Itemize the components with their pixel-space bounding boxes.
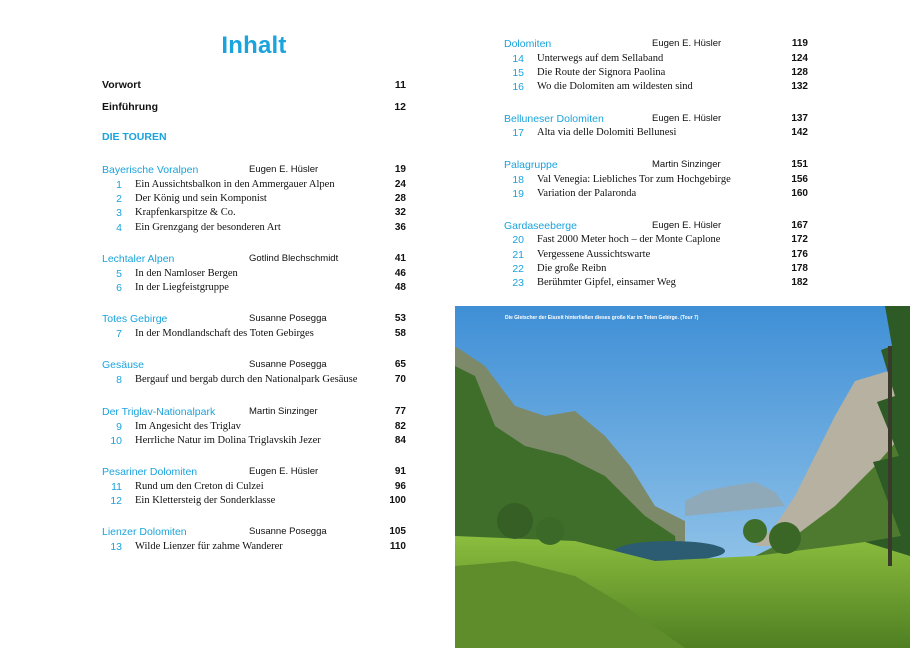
tour-title: Ein Grenzgang der besonderen Art bbox=[135, 221, 281, 233]
tour-title: Ein Klettersteig der Sonderklasse bbox=[135, 495, 276, 507]
tour-title: Rund um den Creton di Culzei bbox=[135, 481, 264, 492]
region-page-number: 105 bbox=[389, 526, 406, 538]
tour-page-number: 84 bbox=[394, 434, 406, 446]
tour-page-number: 172 bbox=[791, 234, 808, 246]
tour-page-number: 160 bbox=[791, 188, 808, 199]
tour-row[interactable] bbox=[504, 125, 808, 141]
tour-page-number: 142 bbox=[791, 127, 808, 139]
page-title: Inhalt bbox=[221, 32, 287, 59]
tour-title: Alta via delle Dolomiti Bellunesi bbox=[537, 127, 677, 139]
mountain-lake-illustration bbox=[455, 306, 910, 648]
region-page-number: 77 bbox=[394, 405, 406, 417]
region-name: Belluneser Dolomiten bbox=[504, 112, 604, 125]
author-name: Eugen E. Hüsler bbox=[652, 112, 722, 124]
region-name: Gardaseeberge bbox=[504, 219, 577, 232]
tour-page-number: 24 bbox=[394, 179, 406, 190]
section-heading: DIE TOUREN bbox=[102, 131, 167, 143]
region-row[interactable] bbox=[102, 464, 406, 480]
tour-page-number: 132 bbox=[791, 81, 808, 93]
tour-title: Die Route der Signora Paolina bbox=[537, 66, 666, 78]
region-name: Gesäuse bbox=[102, 359, 145, 372]
tour-number: 7 bbox=[116, 328, 122, 341]
tour-title: Fast 2000 Meter hoch – der Monte Caplone bbox=[537, 234, 721, 246]
tour-number: 16 bbox=[512, 81, 524, 94]
author-name: Eugen E. Hüsler bbox=[652, 219, 722, 231]
toc-row-einfuehrung[interactable] bbox=[102, 99, 406, 115]
region-page-number: 53 bbox=[394, 313, 406, 325]
author-name: Eugen E. Hüsler bbox=[249, 164, 319, 175]
tour-page-number: 178 bbox=[791, 262, 808, 274]
tour-page-number: 46 bbox=[394, 267, 406, 279]
author-name: Martin Sinzinger bbox=[249, 405, 318, 417]
tour-title: Krapfenkarspitze & Co. bbox=[135, 207, 236, 219]
tour-number: 8 bbox=[116, 374, 122, 387]
region-row[interactable] bbox=[102, 162, 406, 178]
tour-number: 1 bbox=[116, 179, 122, 191]
region-page-number: 137 bbox=[791, 112, 808, 124]
tour-title: Vergessene Aussichtswarte bbox=[537, 248, 651, 260]
region-page-number: 19 bbox=[394, 164, 406, 175]
tour-page-number: 82 bbox=[394, 420, 406, 432]
tour-row[interactable] bbox=[504, 186, 808, 202]
region-name: Lechtaler Alpen bbox=[102, 252, 175, 265]
region-name: Totes Gebirge bbox=[102, 313, 168, 326]
landscape-photo bbox=[455, 306, 910, 648]
toc-label: Vorwort bbox=[102, 79, 141, 91]
tour-number: 23 bbox=[512, 277, 524, 290]
author-name: Eugen E. Hüsler bbox=[652, 38, 722, 49]
tour-row[interactable] bbox=[504, 275, 808, 291]
tour-page-number: 182 bbox=[791, 277, 808, 289]
region-page-number: 167 bbox=[791, 219, 808, 231]
tour-page-number: 124 bbox=[791, 52, 808, 64]
tour-title: Im Angesicht des Triglav bbox=[135, 420, 241, 432]
tour-number: 20 bbox=[512, 234, 524, 247]
tour-title: Unterwegs auf dem Sellaband bbox=[537, 52, 664, 64]
tour-title: Wilde Lienzer für zahme Wanderer bbox=[135, 541, 283, 553]
region-row[interactable] bbox=[102, 357, 406, 373]
tour-page-number: 32 bbox=[394, 207, 406, 219]
tour-row[interactable] bbox=[102, 539, 406, 555]
author-name: Susanne Posegga bbox=[249, 313, 327, 325]
tour-number: 5 bbox=[116, 267, 122, 280]
tour-title: Die große Reibn bbox=[537, 262, 607, 274]
toc-page-number: 12 bbox=[394, 101, 406, 113]
tour-number: 6 bbox=[116, 282, 122, 294]
tour-row[interactable] bbox=[102, 280, 406, 296]
region-name: Dolomiten bbox=[504, 38, 552, 50]
tour-number: 2 bbox=[116, 193, 122, 206]
toc-row-vorwort[interactable] bbox=[102, 77, 406, 93]
author-name: Martin Sinzinger bbox=[652, 159, 721, 171]
tour-row[interactable] bbox=[102, 433, 406, 449]
tour-number: 12 bbox=[110, 495, 122, 508]
tour-title: Herrliche Natur im Dolina Triglavskih Jezer bbox=[135, 434, 321, 446]
tour-title: Wo die Dolomiten am wildesten sind bbox=[537, 81, 693, 93]
tour-page-number: 48 bbox=[394, 282, 406, 293]
tour-page-number: 128 bbox=[791, 66, 808, 78]
author-name: Eugen E. Hüsler bbox=[249, 466, 319, 477]
tour-title: In der Mondlandschaft des Toten Gebirges bbox=[135, 328, 314, 340]
tour-number: 22 bbox=[512, 262, 524, 275]
region-name: Bayerische Voralpen bbox=[102, 164, 199, 176]
region-page-number: 65 bbox=[394, 359, 406, 371]
toc-page-number: 11 bbox=[394, 79, 406, 91]
region-row[interactable] bbox=[102, 404, 406, 420]
tour-number: 13 bbox=[110, 541, 122, 554]
tour-page-number: 36 bbox=[394, 221, 406, 233]
tour-number: 9 bbox=[116, 420, 122, 433]
region-page-number: 41 bbox=[394, 252, 406, 264]
region-name: Der Triglav-Nationalpark bbox=[102, 405, 216, 418]
tour-page-number: 100 bbox=[389, 495, 406, 507]
tour-row[interactable] bbox=[102, 372, 406, 388]
tour-title: Val Venegia: Liebliches Tor zum Hochgebirge bbox=[537, 173, 731, 185]
region-page-number: 91 bbox=[394, 466, 406, 477]
tour-page-number: 58 bbox=[394, 328, 406, 340]
tour-number: 14 bbox=[512, 52, 524, 65]
tour-page-number: 176 bbox=[791, 248, 808, 260]
author-name: Susanne Posegga bbox=[249, 359, 327, 371]
tour-row[interactable] bbox=[504, 79, 808, 95]
tour-number: 18 bbox=[512, 173, 524, 186]
region-row[interactable] bbox=[102, 524, 406, 540]
region-name: Pesariner Dolomiten bbox=[102, 466, 198, 478]
tour-page-number: 96 bbox=[394, 481, 406, 492]
tour-number: 4 bbox=[116, 221, 122, 234]
region-page-number: 119 bbox=[791, 38, 808, 49]
tour-title: In den Namloser Bergen bbox=[135, 267, 238, 279]
tour-page-number: 110 bbox=[389, 541, 406, 553]
tour-number: 21 bbox=[512, 248, 524, 261]
tour-number: 10 bbox=[110, 434, 122, 447]
tour-title: Ein Aussichtsbalkon in den Ammergauer Alpen bbox=[135, 179, 335, 190]
region-name: Lienzer Dolomiten bbox=[102, 526, 187, 539]
tour-number: 3 bbox=[116, 207, 122, 220]
author-name: Gotlind Blechschmidt bbox=[249, 252, 339, 264]
tour-title: Der König und sein Komponist bbox=[135, 193, 267, 205]
tour-title: Variation der Palaronda bbox=[537, 188, 637, 199]
tour-number: 17 bbox=[512, 127, 524, 140]
tour-row[interactable] bbox=[102, 326, 406, 342]
tour-title: Bergauf und bergab durch den Nationalpark Gesäuse bbox=[135, 374, 358, 386]
tour-page-number: 28 bbox=[394, 193, 406, 205]
region-name: Palagruppe bbox=[504, 159, 558, 172]
region-row[interactable] bbox=[102, 311, 406, 327]
tour-page-number: 156 bbox=[791, 173, 808, 185]
toc-label: Einführung bbox=[102, 101, 158, 113]
tour-number: 11 bbox=[111, 481, 122, 493]
author-name: Susanne Posegga bbox=[249, 526, 327, 538]
tour-row[interactable] bbox=[102, 493, 406, 509]
tour-title: Berühmter Gipfel, einsamer Weg bbox=[537, 277, 676, 289]
region-page-number: 151 bbox=[791, 159, 808, 171]
photo-caption: Die Gletscher der Eiszeit hinterließen dieses große Kar im Toten Gebirge. (Tour 7) bbox=[505, 315, 699, 321]
tour-number: 19 bbox=[512, 188, 524, 200]
region-row[interactable] bbox=[102, 251, 406, 267]
tour-row[interactable] bbox=[102, 220, 406, 236]
tour-title: In der Liegfeistgruppe bbox=[135, 282, 229, 293]
tour-page-number: 70 bbox=[394, 374, 406, 386]
tour-number: 15 bbox=[512, 66, 524, 79]
